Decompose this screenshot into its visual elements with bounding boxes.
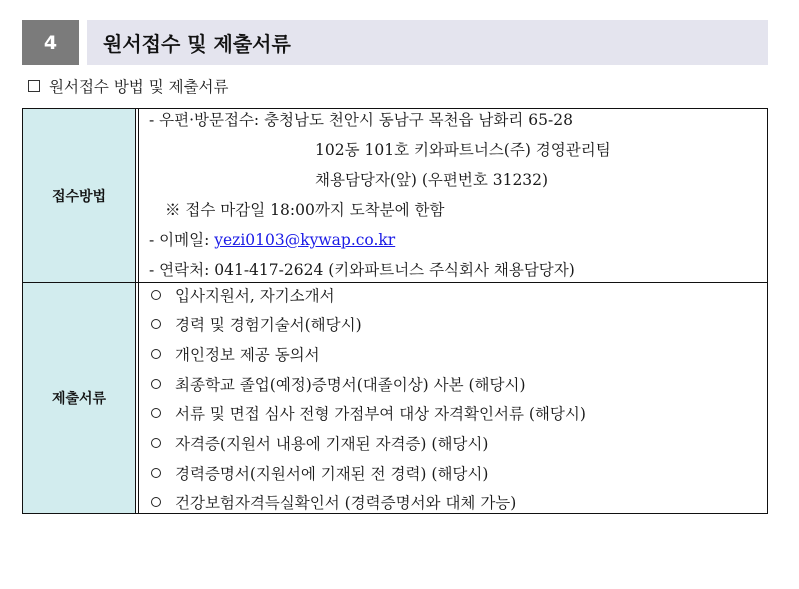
sub-heading-text: 원서접수 방법 및 제출서류 (49, 78, 229, 96)
address-detail-line: 102동 101호 키와파트너스(주) 경영관리팀 (315, 141, 611, 159)
method-row (23, 109, 767, 282)
email-link[interactable]: yezi0103@kywap.co.kr (214, 231, 396, 249)
mail-address-line: - 우편·방문접수: 충청남도 천안시 동남구 목천읍 남화리 65-28 (149, 111, 573, 129)
circle-bullet-icon (151, 408, 161, 418)
circle-bullet-icon (151, 379, 161, 389)
list-item: 자격증(지원서 내용에 기재된 자격증) (해당시) (151, 433, 488, 455)
contact-line: - 연락처: 041-417-2624 (키와파트너스 주식회사 채용담당자) (149, 261, 575, 279)
documents-row (23, 282, 767, 513)
circle-bullet-icon (151, 319, 161, 329)
email-prefix: - 이메일: (149, 231, 215, 249)
list-item: 개인정보 제공 동의서 (151, 344, 320, 366)
list-item: 건강보험자격득실확인서 (경력증명서와 대체 가능) (151, 492, 516, 514)
info-table (22, 108, 768, 514)
section-number: 4 (22, 20, 79, 65)
method-label: 접수방법 (23, 109, 135, 282)
email-line (149, 229, 395, 251)
list-item: 서류 및 면접 심사 전형 가점부여 대상 자격확인서류 (해당시) (151, 403, 586, 425)
recipient-line: 채용담당자(앞) (우편번호 31232) (315, 171, 549, 189)
section-header (22, 20, 768, 65)
circle-bullet-icon (151, 438, 161, 448)
circle-bullet-icon (151, 468, 161, 478)
list-item: 경력증명서(지원서에 기재된 전 경력) (해당시) (151, 463, 488, 485)
documents-label: 제출서류 (23, 283, 135, 513)
list-item: 경력 및 경험기술서(해당시) (151, 314, 362, 336)
circle-bullet-icon (151, 290, 161, 300)
deadline-note: ※ 접수 마감일 18:00까지 도착분에 한함 (165, 201, 445, 219)
method-content (139, 109, 767, 282)
documents-content (139, 283, 767, 513)
square-bullet-icon (28, 80, 40, 92)
circle-bullet-icon (151, 497, 161, 507)
circle-bullet-icon (151, 349, 161, 359)
sub-heading (28, 75, 229, 97)
section-title-box (87, 20, 768, 65)
list-item: 최종학교 졸업(예정)증명서(대졸이상) 사본 (해당시) (151, 374, 526, 396)
list-item: 입사지원서, 자기소개서 (151, 285, 335, 307)
section-title: 원서접수 및 제출서류 (103, 32, 291, 56)
